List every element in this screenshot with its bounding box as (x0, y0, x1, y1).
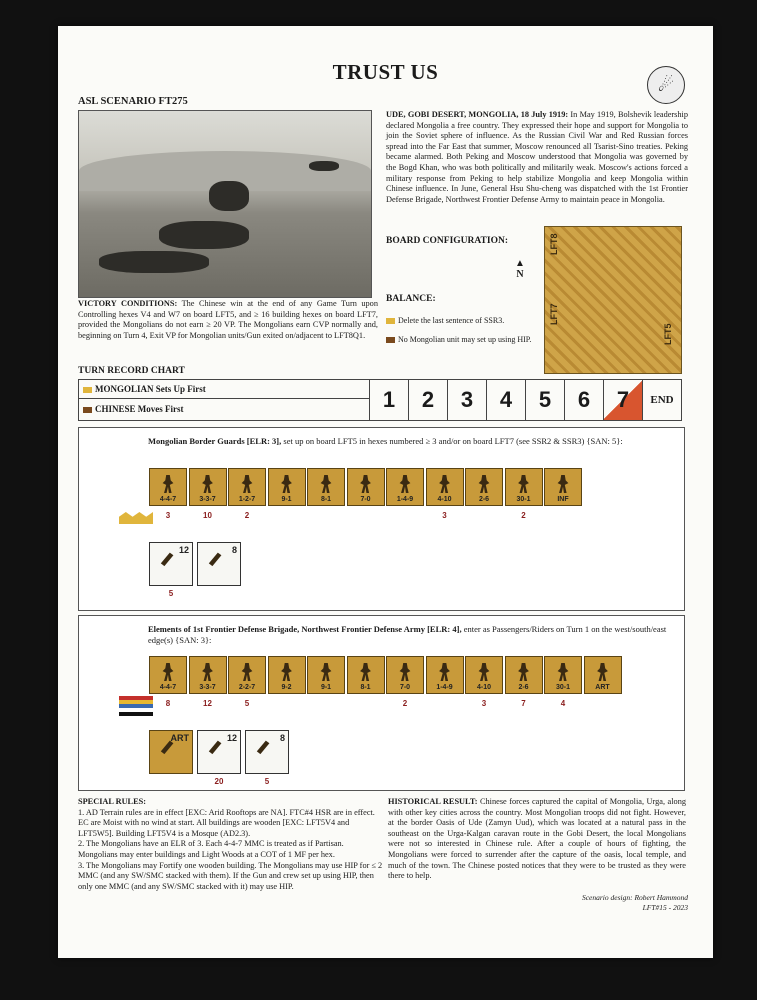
chinese-counter (268, 656, 306, 694)
chinese-counter (584, 656, 622, 694)
chinese-counter (505, 656, 543, 694)
turn-row-mongolian: MONGOLIAN Sets Up First (79, 380, 369, 399)
chinese-counter (228, 656, 266, 694)
counter-count: 12 (203, 699, 212, 708)
counter-label: 30-1 (555, 684, 570, 691)
north-arrow-icon: ▲ N (515, 258, 525, 280)
counter-label: 3-3-7 (199, 684, 216, 691)
mongolian-extra-counter (197, 542, 241, 586)
balance-heading: BALANCE: (386, 294, 436, 304)
turn-record-heading: TURN RECORD CHART (78, 366, 185, 376)
board-config-heading: BOARD CONFIGURATION: (386, 236, 509, 246)
counter-label: 4-4-7 (159, 496, 177, 503)
mongolian-flag-icon (119, 512, 153, 524)
counter-count: 2 (521, 511, 526, 520)
historical-result: HISTORICAL RESULT: Chinese forces captured the capital of Mongolia, Urga, along with other key cities across the country. Most Mongolian troops did not fight. However, at the border Oasis of Ude (Zamyn Uud), which was located at a natural pass in the southeast on the Urga-Kalgan caravan route in the Gobi Desert, the local Mongolians were not so interested in Chinese rule. After a couple of hours of fighting, the Mongolians were forced to surrender after the capture of the oasis, local temple, and much of the town. The Chinese posted notices that they were to be trusted as they were there to help. (388, 797, 686, 881)
mongolian-counter (465, 468, 503, 506)
counter-label: 8-1 (320, 496, 332, 503)
balance-mongolian: Delete the last sentence of SSR3. (386, 316, 541, 326)
scenario-card (58, 26, 713, 958)
turn-5: 5 (525, 380, 564, 420)
turn-end: END (642, 380, 681, 420)
publisher-logo: ☄ (647, 66, 685, 104)
mongolian-oob-box (78, 427, 685, 611)
counter-label: 7-0 (399, 684, 411, 691)
counter-label: ART (595, 684, 610, 691)
turn-7: 7 (603, 380, 642, 420)
counter-label: 4-4-7 (159, 684, 177, 691)
special-rules-heading: SPECIAL RULES: (78, 797, 147, 806)
counter-count: 7 (521, 699, 526, 708)
counter-label: INF (557, 496, 569, 503)
counter-label: 1-4-9 (436, 684, 453, 691)
turn-row-chinese: CHINESE Moves First (79, 400, 369, 419)
chinese-extra-counter (197, 730, 241, 774)
counter-count: 3 (481, 699, 487, 708)
chinese-counter (307, 656, 345, 694)
mongolian-counter (347, 468, 385, 506)
mongolian-counter (426, 468, 464, 506)
turn-record-chart (78, 379, 682, 421)
counter-label: 1-4-9 (396, 496, 414, 503)
board-configuration-map: LFT8 LFT7 LFT5 (544, 226, 682, 374)
special-rule-3: 3. The Mongolians may Fortify one wooden building. The Mongolians may use HIP for ≤ 2 MMC (and any SW/SMC stacked with them). If the Gun and crew set up using HIP, then only one MMC (and any SW/SMC stacked with it) may use HIP. (78, 860, 383, 891)
design-credit: Scenario design: Robert Hammond LFT#15 - 2023 (581, 893, 688, 912)
chinese-counter (149, 656, 187, 694)
counter-count: 5 (168, 589, 174, 598)
turn-6: 6 (564, 380, 603, 420)
mongolian-counter (505, 468, 543, 506)
mongolian-counter (189, 468, 227, 506)
counter-label: 3-3-7 (199, 496, 216, 503)
counter-label: 2-6 (478, 496, 490, 503)
mongolian-counter (544, 468, 582, 506)
counter-count: 5 (244, 699, 250, 708)
counter-label: 9-1 (320, 684, 332, 691)
mongolian-counter (228, 468, 266, 506)
chinese-counter (426, 656, 464, 694)
counter-label: 9-1 (281, 496, 292, 503)
mongolian-counter (386, 468, 424, 506)
counter-label: 12 (226, 733, 237, 743)
chinese-extra-counter (149, 730, 193, 774)
special-rules (78, 797, 384, 892)
turn-2: 2 (408, 380, 447, 420)
scenario-id: ASL SCENARIO FT275 (78, 96, 188, 107)
counter-count: 3 (165, 511, 171, 520)
mongolian-marker-icon (386, 318, 395, 324)
counter-label: 2-2-7 (238, 684, 256, 691)
chinese-marker-icon (386, 337, 395, 343)
chinese-oob-box (78, 615, 685, 791)
intro-paragraph: UDE, GOBI DESERT, MONGOLIA, 18 July 1919: In May 1919, Bolshevik leadership declared Mongolia a free country. They expressed their hope and support for Mongolia to join the Soviet sphere of influence. As the Russian Civil War and Red Russian forces spread into the Far East that summer, Moscow renounced all Tsarist-Sino treaties. Peking became alarmed. Both Peking and Moscow understood that Mongolia was governed by the Bogd Khan, who was both politically and militarily weak. Moscow's actions forced a military response from Peking to help stabilize Mongolia and keep Mongolia within Chinese influence. In June, General Hsu Shu-cheng was dispatched with the 1st Frontier Defense Brigade, Northwest Frontier Defense Army to maintain peace in Mongolia. (386, 110, 688, 204)
special-rule-1: 1. AD Terrain rules are in effect [EXC: Arid Rooftops are NA]. FTC#4 HSR are in effect. EC are Moist with no wind at start. All buildings are wooden [EXC: LFT5V4 and LFT5W5]. Building LFT5V4 is a Mosque (AD2.3). (78, 807, 375, 838)
counter-label: 8 (279, 733, 285, 743)
mongolian-counter (307, 468, 345, 506)
counter-label: 9-2 (281, 684, 292, 691)
chinese-counter (347, 656, 385, 694)
counter-count: 2 (244, 511, 250, 520)
chinese-counter (386, 656, 424, 694)
counter-label: 2-6 (518, 684, 529, 691)
mongolian-counter (149, 468, 187, 506)
balance-chinese: No Mongolian unit may set up using HIP. (386, 335, 541, 345)
counter-count: 5 (264, 777, 270, 786)
counter-label: 8-1 (360, 684, 371, 691)
counter-count: 2 (402, 699, 408, 708)
mongolian-oob-text: Mongolian Border Guards [ELR: 3], set up on board LFT5 in hexes numbered ≥ 3 and/or on board LFT7 (see SSR2 & SSR3) {SAN: 5}: (148, 436, 623, 446)
chinese-oob-text: Elements of 1st Frontier Defense Brigade, Northwest Frontier Defense Army [ELR: 4], enter as Passengers/Riders on Turn 1 on the west/south/east edge(s) {SAN: 3}: (148, 624, 667, 645)
counter-count: 4 (560, 699, 566, 708)
mongolian-extra-counter (149, 542, 193, 586)
chinese-counter (465, 656, 503, 694)
victory-conditions: VICTORY CONDITIONS: The Chinese win at the end of any Game Turn upon Controlling hexes V4 and W7 on board LFT5, and ≥ 16 building hexes on board LFT7, provided the Mongolians do not earn ≥ 20 VP. The Mongolians earn CVP normally and, beginning on Turn 4, Exit VP for Mongolian units/Gun exited on/adjacent to LFT8Q1. (78, 299, 378, 340)
chinese-flag-icon (119, 696, 153, 716)
turn-4: 4 (486, 380, 525, 420)
counter-label: ART (170, 733, 189, 743)
counter-count: 3 (442, 511, 447, 520)
special-rule-2: 2. The Mongolians have an ELR of 3. Each 4-4-7 MMC is treated as if Partisan. Mongolians may enter buildings and Light Woods at a COT of 1 MF per hex. (78, 839, 344, 859)
chinese-counter (544, 656, 582, 694)
counter-label: 7-0 (360, 496, 371, 503)
counter-count: 20 (214, 777, 224, 786)
counter-count: 10 (203, 511, 212, 520)
counter-label: 4-10 (437, 496, 452, 503)
chinese-extra-counter (245, 730, 289, 774)
counter-label: 1-2-7 (238, 496, 256, 503)
turn-1: 1 (369, 380, 408, 420)
historical-photo (78, 110, 372, 298)
counter-label: 30-1 (516, 496, 531, 503)
counter-label: 12 (178, 545, 189, 555)
chinese-counter (189, 656, 227, 694)
counter-count: 8 (165, 699, 171, 708)
mongolian-counter (268, 468, 306, 506)
turn-3: 3 (447, 380, 486, 420)
scenario-title: TRUST US (332, 60, 439, 84)
counter-label: 4-10 (476, 684, 491, 691)
counter-label: 8 (231, 545, 237, 555)
